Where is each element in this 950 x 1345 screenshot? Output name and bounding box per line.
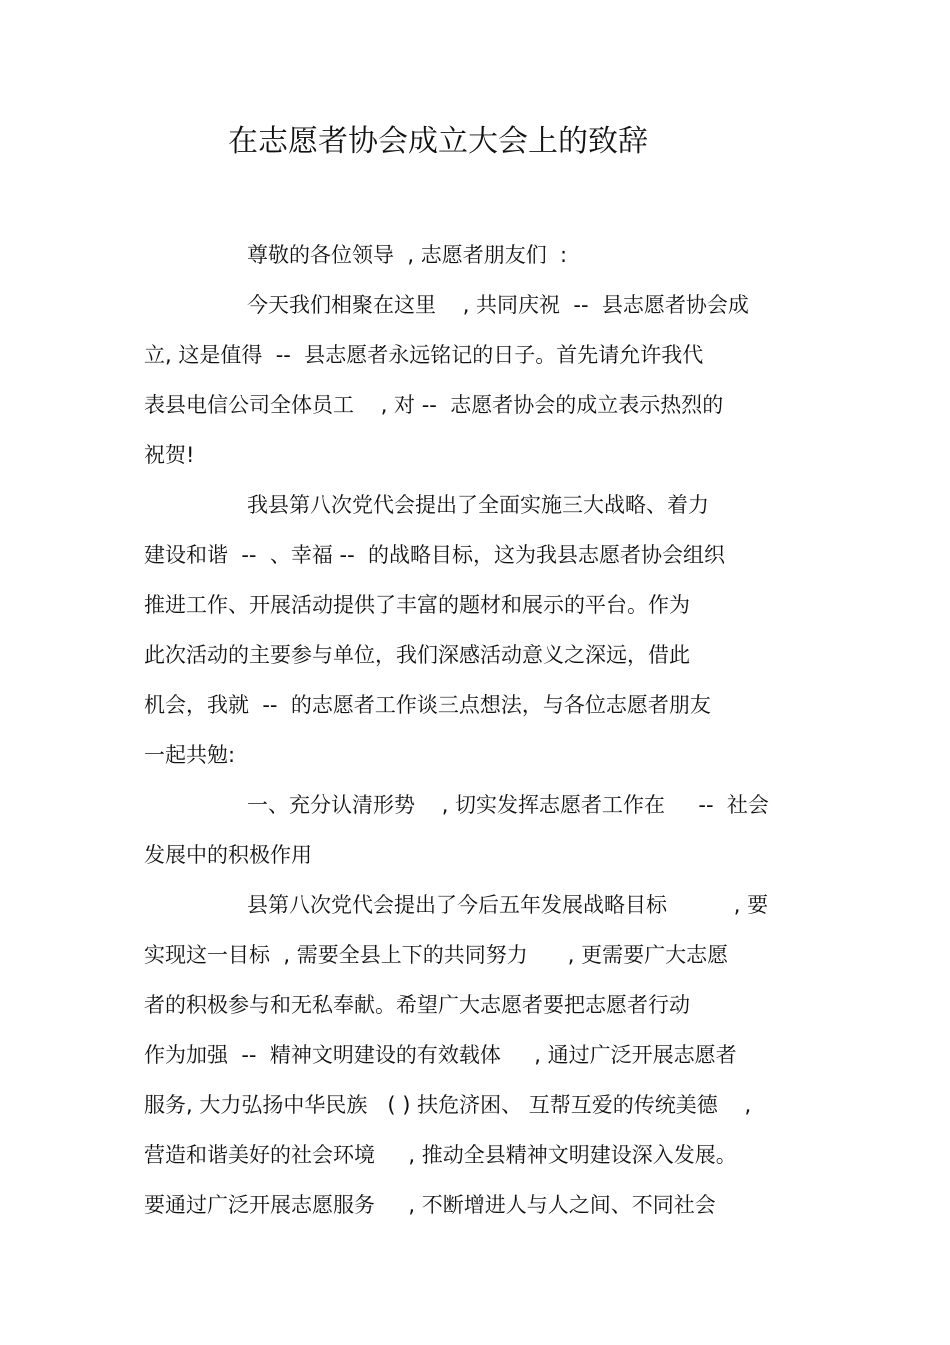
text-line: 祝贺! — [144, 443, 195, 467]
text-line: 一起共勉: — [144, 743, 236, 767]
text-line: 营造和谐美好的社会环境 , 推动全县精神文明建设深入发展。 — [144, 1143, 737, 1167]
text-line: 尊敬的各位领导 , 志愿者朋友们 : — [247, 243, 568, 267]
text-line: 作为加强 -- 精神文明建设的有效载体 , 通过广泛开展志愿者 — [144, 1043, 737, 1067]
text-line: 建设和谐 -- 、幸福 -- 的战略目标，这为我县志愿者协会组织 — [144, 543, 726, 567]
text-line: 者的积极参与和无私奉献。希望广大志愿者要把志愿者行动 — [144, 993, 690, 1017]
text-line: 机会，我就 -- 的志愿者工作谈三点想法，与各位志愿者朋友 — [144, 693, 711, 717]
text-line: 立, 这是值得 -- 县志愿者永远铭记的日子。首先请允许我代 — [144, 343, 704, 367]
section-heading-line: 发展中的积极作用 — [144, 843, 312, 867]
text-line: 推进工作、开展活动提供了丰富的题材和展示的平台。作为 — [144, 593, 690, 617]
section-heading-line: 一、充分认清形势 , 切实发挥志愿者工作在 -- 社会 — [247, 793, 769, 817]
text-line: 今天我们相聚在这里 , 共同庆祝 -- 县志愿者协会成 — [247, 293, 749, 317]
text-line: 要通过广泛开展志愿服务 , 不断增进人与人之间、不同社会 — [144, 1193, 716, 1217]
document-title: 在志愿者协会成立大会上的致辞 — [228, 124, 648, 159]
text-line: 县第八次党代会提出了今后五年发展战略目标 , 要 — [247, 893, 769, 917]
text-line: 此次活动的主要参与单位，我们深感活动意义之深远，借此 — [144, 643, 690, 667]
text-line: 服务, 大力弘扬中华民族 ( ) 扶危济困、 互帮互爱的传统美德 , — [144, 1093, 752, 1117]
text-line: 表县电信公司全体员工 , 对 -- 志愿者协会的成立表示热烈的 — [144, 393, 724, 417]
text-line: 我县第八次党代会提出了全面实施三大战略、着力 — [247, 493, 709, 517]
text-line: 实现这一目标 , 需要全县上下的共同努力 , 更需要广大志愿 — [144, 943, 729, 967]
